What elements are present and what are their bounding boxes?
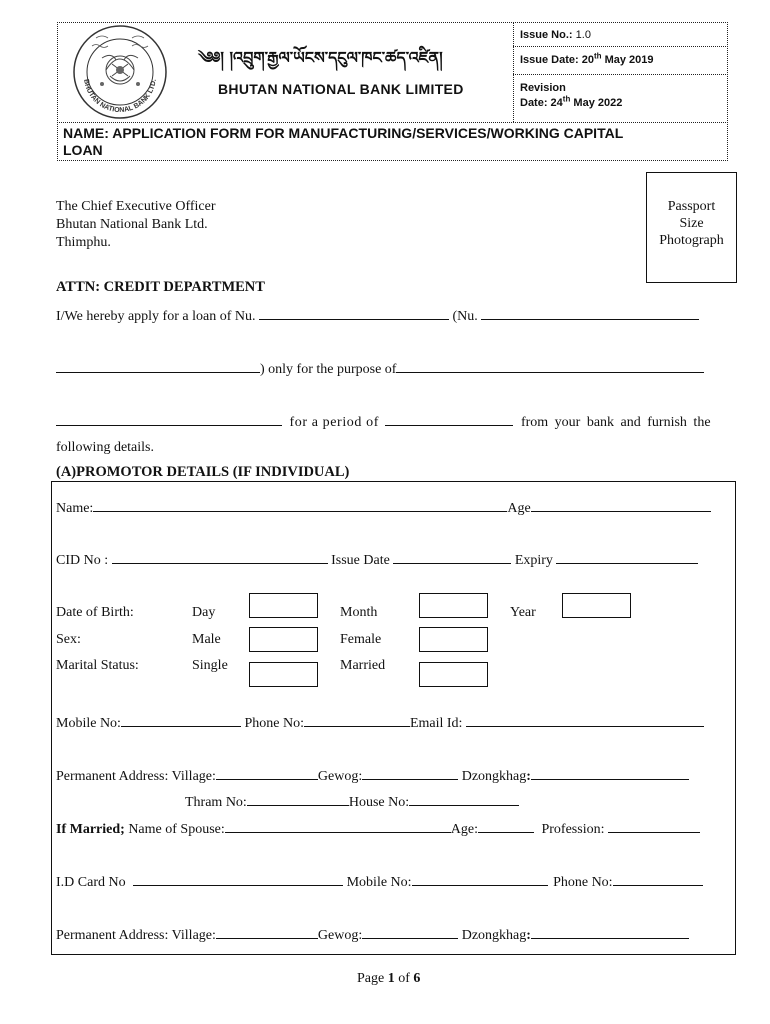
name-field[interactable] [93, 499, 507, 512]
page-current: 1 [387, 971, 395, 986]
phone-field[interactable] [304, 714, 410, 727]
day-box[interactable] [249, 593, 318, 618]
apply-prefix: I/We hereby apply for a loan of Nu. [56, 309, 256, 324]
loan-amount-words-cont-field[interactable] [56, 360, 260, 373]
age-label: Age [507, 501, 531, 516]
purpose-cont-field[interactable] [56, 413, 282, 426]
issue-date-field[interactable] [393, 551, 511, 564]
from-bank-text: from your bank and furnish the [520, 415, 711, 430]
village-label: Village: [171, 769, 216, 784]
page-of: of [394, 971, 414, 986]
sex-label: Sex: [56, 632, 81, 647]
expiry-label: Expiry [514, 553, 553, 568]
dzongkhag2-field[interactable] [531, 926, 689, 939]
spouse-phone-label: Phone No: [553, 875, 613, 890]
header-hline-1 [513, 46, 728, 47]
issue-date-label: Issue Date: 20 [520, 54, 594, 66]
addressee-line2: Bhutan National Bank Ltd. [56, 217, 208, 232]
issue-no-label: Issue No.: [520, 29, 573, 41]
male-box[interactable] [249, 627, 318, 652]
period-text: for a period of [289, 415, 379, 430]
revision-date-rest: May 2022 [570, 97, 623, 109]
spouse-name-field[interactable] [225, 820, 451, 833]
idcard-label: I.D Card No [56, 875, 126, 890]
perm-address-row [56, 767, 689, 785]
issue-no-value: 1.0 [575, 29, 591, 41]
village-field[interactable] [216, 767, 318, 780]
spouse-phone-field[interactable] [613, 873, 703, 886]
perm-addr2-label: Permanent Address: [56, 928, 169, 943]
section-a-title: (A)PROMOTOR DETAILS (IF INDIVIDUAL) [56, 464, 350, 480]
married-label: Married [340, 658, 386, 673]
issue-date-rest: May 2019 [601, 54, 654, 66]
seal-text: BHUTAN NATIONAL BANK LTD. [82, 78, 158, 115]
male-label: Male [192, 632, 221, 647]
addressee-line1: The Chief Executive Officer [56, 199, 216, 214]
house-label: House No: [348, 795, 410, 810]
year-label: Year [510, 605, 536, 620]
phone-label: Phone No: [244, 716, 304, 731]
thram-row [185, 793, 519, 811]
dzongkhag-label: Dzongkhag [461, 769, 527, 784]
dzongkhag-colon: : [526, 769, 531, 784]
issue-date-sup: th [593, 51, 602, 61]
issue-date-field-label: Issue Date [331, 553, 390, 568]
period-field[interactable] [385, 413, 513, 426]
bank-seal-logo [72, 24, 168, 120]
female-label: Female [340, 632, 382, 647]
photo-line1: Passport [667, 199, 716, 214]
form-name-line2: LOAN [63, 142, 103, 158]
dzongkhag2-label: Dzongkhag [461, 928, 527, 943]
header-hline-2 [513, 74, 728, 75]
age-field[interactable] [531, 499, 711, 512]
email-label: Email Id: [409, 716, 463, 731]
spouse-row [56, 820, 700, 838]
idcard-field[interactable] [133, 873, 343, 886]
village2-field[interactable] [216, 926, 318, 939]
day-label: Day [192, 605, 216, 620]
page-prefix: Page [357, 971, 388, 986]
dzongkhag-field[interactable] [531, 767, 689, 780]
idcard-row [56, 873, 703, 891]
single-label: Single [192, 658, 228, 673]
email-field[interactable] [466, 714, 704, 727]
nu-paren: (Nu. [452, 309, 478, 324]
loan-amount-words-field[interactable] [481, 307, 699, 320]
marital-label: Marital Status: [56, 658, 139, 673]
page-total: 6 [413, 971, 421, 986]
header-hline-3 [57, 122, 728, 123]
revision-date-label: Date: 24 [520, 97, 563, 109]
passport-photo-box[interactable] [646, 172, 737, 283]
dzongkhag2-colon: : [526, 928, 531, 943]
month-label: Month [340, 605, 378, 620]
photo-line3: Photograph [659, 233, 724, 248]
addressee-line3: Thimphu. [56, 235, 111, 250]
dob-label: Date of Birth: [56, 605, 134, 620]
single-box[interactable] [249, 662, 318, 687]
revision-date [520, 94, 623, 109]
if-married-label: If Married; [56, 822, 125, 837]
married-box[interactable] [419, 662, 488, 687]
profession-label: Profession: [541, 822, 605, 837]
spouse-mobile-label: Mobile No: [346, 875, 412, 890]
perm-address2-row [56, 926, 689, 944]
application-line-2 [56, 360, 704, 378]
name-label: Name: [56, 501, 94, 516]
house-field[interactable] [409, 793, 519, 806]
photo-line2: Size [679, 216, 704, 231]
contact-row [56, 714, 704, 732]
page-number [357, 971, 420, 987]
thram-label: Thram No: [185, 795, 247, 810]
application-line-3 [56, 413, 726, 431]
mobile-field[interactable] [121, 714, 241, 727]
purpose-text: ) only for the purpose of [260, 362, 397, 377]
revision-label: Revision [520, 82, 566, 94]
attn-heading: ATTN: CREDIT DEPARTMENT [56, 279, 265, 295]
spouse-label: Name of Spouse: [128, 822, 225, 837]
issue-no [520, 29, 591, 41]
application-line-1 [56, 307, 699, 325]
thram-field[interactable] [247, 793, 349, 806]
header-divider [513, 22, 514, 122]
year-box[interactable] [562, 593, 631, 618]
dzongkha-title: ༄༅། །འབྲུག་རྒྱལ་ཡོངས་དངུལ་ཁང་ཚད་འཛིན། [198, 48, 443, 67]
gewog2-field[interactable] [362, 926, 458, 939]
profession-field[interactable] [608, 820, 700, 833]
expiry-field[interactable] [556, 551, 698, 564]
loan-amount-field[interactable] [259, 307, 449, 320]
cid-label: CID No : [56, 553, 109, 568]
gewog-label: Gewog: [317, 769, 363, 784]
spouse-age-label: Age: [450, 822, 478, 837]
spouse-age-field[interactable] [478, 820, 534, 833]
form-name-line1: NAME: APPLICATION FORM FOR MANUFACTURING/SERVICES/WORKING CAPITAL [63, 125, 624, 141]
cid-field[interactable] [112, 551, 328, 564]
gewog2-label: Gewog: [317, 928, 363, 943]
revision-date-sup: th [562, 94, 571, 104]
following-text: following details. [56, 440, 154, 455]
purpose-field[interactable] [396, 360, 704, 373]
spouse-mobile-field[interactable] [412, 873, 548, 886]
gewog-field[interactable] [362, 767, 458, 780]
name-row [56, 499, 711, 517]
bank-name: BHUTAN NATIONAL BANK LIMITED [218, 81, 464, 97]
village2-label: Village: [171, 928, 216, 943]
month-box[interactable] [419, 593, 488, 618]
perm-addr-label: Permanent Address: [56, 769, 169, 784]
mobile-label: Mobile No: [56, 716, 121, 731]
female-box[interactable] [419, 627, 488, 652]
issue-date [520, 51, 654, 66]
cid-row [56, 551, 698, 569]
